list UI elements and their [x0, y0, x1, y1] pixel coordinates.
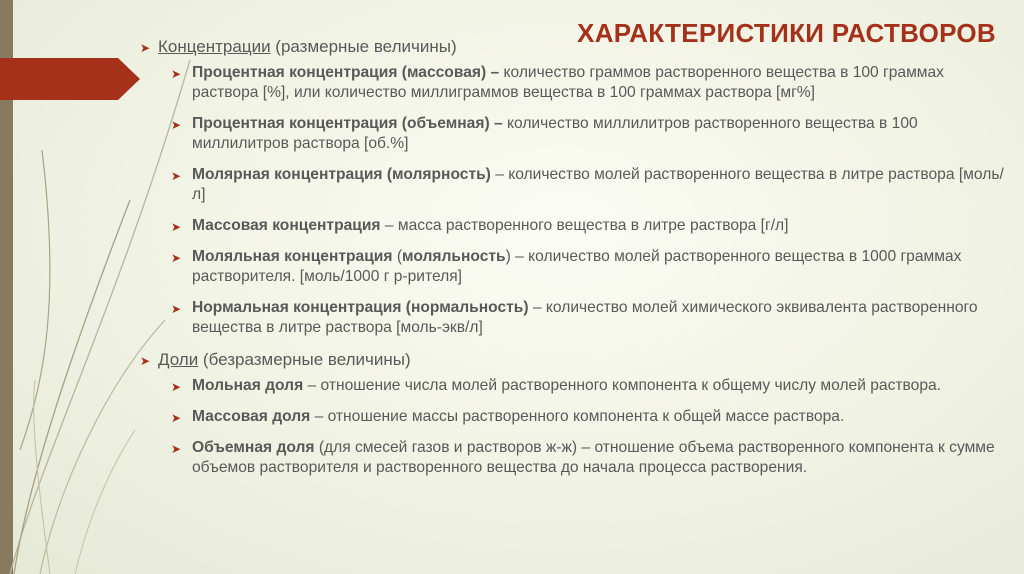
list-item — [140, 63, 1010, 103]
term: Нормальная концентрация (нормальность) — [192, 299, 529, 316]
definition-part: ( — [392, 248, 403, 265]
arrow-bullet-icon: ➤ — [171, 442, 182, 456]
arrow-bullet-icon: ➤ — [171, 411, 182, 425]
arrow-bullet-icon: ➤ — [171, 380, 182, 394]
section-subtitle: (безразмерные величины) — [198, 350, 411, 369]
definition: – количество молей растворенного вещества в литре раствора [моль/л] — [192, 166, 1004, 203]
list-item — [140, 216, 1010, 236]
red-accent-tab — [0, 58, 140, 100]
arrow-bullet-icon: ➤ — [171, 251, 182, 265]
section-heading: Доли — [158, 350, 199, 369]
definition: – отношение массы растворенного компонента к общей массе раствора. — [310, 408, 845, 425]
list-item — [140, 407, 1010, 427]
definition: – масса растворенного вещества в литре раствора [г/л] — [380, 217, 789, 234]
list-item — [140, 114, 1010, 154]
section-fractions — [140, 349, 1010, 370]
list-item — [140, 165, 1010, 205]
term: Моляльная концентрация — [192, 248, 393, 265]
term-secondary: моляльность — [402, 248, 506, 265]
arrow-bullet-icon: ➤ — [171, 302, 182, 316]
list-item — [140, 376, 1010, 396]
section-concentrations — [140, 36, 1010, 57]
arrow-bullet-icon: ➤ — [140, 354, 151, 368]
arrow-bullet-icon: ➤ — [140, 41, 151, 55]
definition: количество миллилитров растворенного вещества в 100 миллилитров раствора [об.%] — [192, 115, 918, 152]
slide-title: ХАРАКТЕРИСТИКИ РАСТВОРОВ — [577, 18, 996, 48]
term: Массовая концентрация — [192, 217, 381, 234]
term: Процентная концентрация (объемная) – — [192, 115, 503, 132]
term: Объемная доля — [192, 439, 315, 456]
arrow-bullet-icon: ➤ — [171, 118, 182, 132]
term: Массовая доля — [192, 408, 311, 425]
term: Мольная доля — [192, 377, 304, 394]
definition: ) – количество молей растворенного вещества в 1000 граммах растворителя. [моль/1000 г р-рителя] — [192, 248, 962, 285]
definition: количество граммов растворенного вещества в 100 граммах раствора [%], или количество миллиграммов вещества в 100 граммах раствора [мг%] — [192, 64, 944, 101]
list-item — [140, 438, 1010, 478]
definition: (для смесей газов и растворов ж-ж) – отношение объема растворенного компонента к сумме объемов растворителя и растворенного вещества до начала процесса растворения. — [192, 439, 995, 476]
definition: – количество молей химического эквивалента растворенного вещества в литре раствора [моль-экв/л] — [192, 299, 978, 336]
arrow-bullet-icon: ➤ — [171, 169, 182, 183]
term: Молярная концентрация (молярность) — [192, 166, 491, 183]
section-subtitle: (размерные величины) — [270, 37, 457, 56]
list-item — [140, 298, 1010, 338]
arrow-bullet-icon: ➤ — [171, 220, 182, 234]
definition: – отношение числа молей растворенного компонента к общему числу молей раствора. — [303, 377, 942, 394]
list-item — [140, 247, 1010, 287]
term: Процентная концентрация (массовая) – — [192, 64, 500, 81]
arrow-bullet-icon: ➤ — [171, 67, 182, 81]
section-heading: Концентрации — [158, 37, 271, 56]
slide-content — [140, 36, 1010, 489]
